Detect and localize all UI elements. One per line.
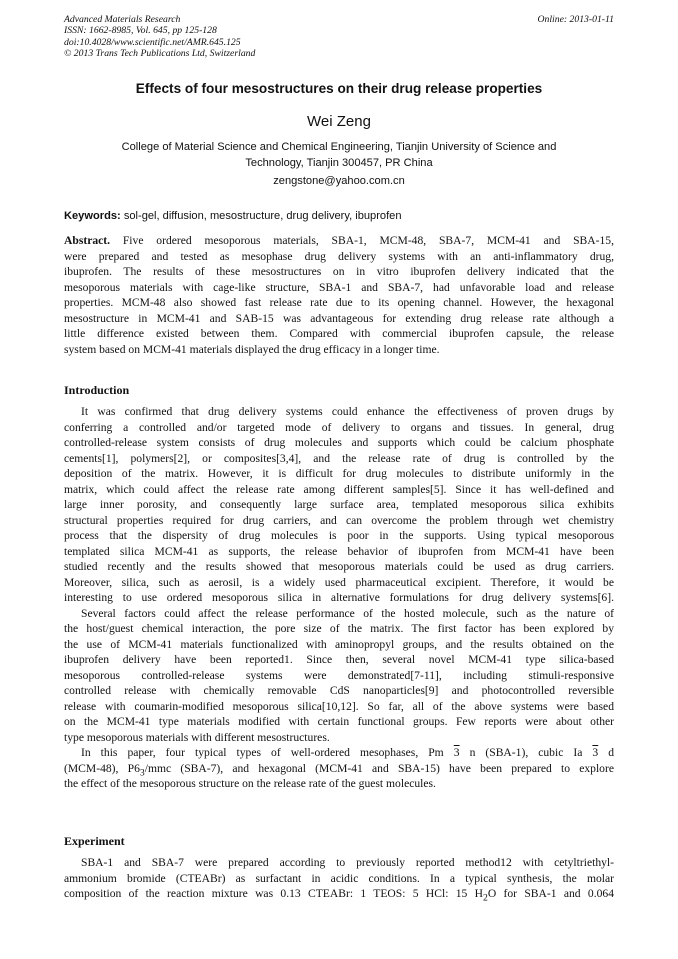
- author-email: zengstone@yahoo.com.cn: [273, 175, 405, 187]
- affiliation-line-1: College of Material Science and Chemical Engineering, Tianjin University of Science and: [121, 141, 557, 153]
- overbar-symbol: 3: [592, 746, 599, 759]
- subscript: 3: [139, 766, 145, 778]
- affiliation: [90, 139, 588, 171]
- introduction-body: [64, 404, 614, 792]
- experiment-heading: Experiment: [64, 834, 125, 848]
- abstract-line: properties. MCM-48 also showed fast release rate due to its opening channel. However, the hexagonal: [64, 296, 614, 309]
- online-date: Online: 2013-01-11: [537, 14, 614, 25]
- abstract-line: little difference existed between them. Compared with commercial ibuprofen capsule, the release: [64, 327, 614, 340]
- paragraph-line: mesoporous controlled-release systems were demonstrated[7-11], including stimuli-responsive: [64, 668, 614, 682]
- doi-line: doi:10.4028/www.scientific.net/AMR.645.125: [64, 36, 241, 48]
- keywords: [64, 210, 614, 222]
- paragraph-line: It was confirmed that drug delivery systems could enhance the effectiveness of proven drugs by: [81, 405, 614, 418]
- paragraph-line: composition of the reaction mixture was 0.13 CTEABr: 1 TEOS: 5 HCl: 15 $H_2O$ for SBA-1 and 0.064: [64, 887, 614, 904]
- abstract-line: were prepared and tested as mesophase drug delivery systems with an anti-inflammatory drug,: [64, 249, 614, 263]
- paragraph-line: structural properties required for drug carriers, and can overcome the problem through wet chemistry: [64, 513, 614, 527]
- paragraph-line: cements[1], polymers[2], or composites[3,4], and the release rate of drug is controlled by the: [64, 451, 614, 465]
- introduction-heading: Introduction: [64, 383, 130, 397]
- journal-name: Advanced Materials Research: [64, 14, 181, 25]
- paragraph-line: Moreover, silica, such as aerosil, is a widely used pharmaceutical excipient. Therefore, it would be: [64, 575, 614, 589]
- issn-line: ISSN: 1662-8985, Vol. 645, pp 125-128: [64, 25, 217, 37]
- abstract-label: Abstract.: [64, 234, 111, 247]
- paragraph-line: controlled-release system consists of drug molecules and supports which could be calcium phosphate: [64, 436, 614, 449]
- paragraph-line: the effect of the mesoporous structure on the release rate of the guest molecules.: [64, 777, 436, 790]
- paragraph-line: templated silica MCM-41 as supports, the release behavior of ibuprofen from MCM-41 have been: [64, 544, 614, 558]
- copyright-line: © 2013 Trans Tech Publications Ltd, Switzerland: [64, 48, 256, 60]
- paragraph-line: ibuprofen delivery have been reported1. Since then, several novel MCM-41 type silica-based: [64, 653, 614, 666]
- paragraph-line: on the MCM-41 type materials modified with certain functional groups. Few reports were about other: [64, 715, 614, 728]
- abstract-line: system based on MCM-41 materials displayed the drug efficacy in a longer time.: [64, 342, 440, 356]
- paragraph-line: Several factors could affect the release performance of the hosted molecule, such as the nature of: [81, 606, 614, 620]
- paragraph-line: deposition of the matrix. However, it is difficult for drug molecules to distribute uniformly in the: [64, 467, 614, 480]
- paragraph-line: SBA-1 and SBA-7 were prepared according to previously reported method12 with cetyltriethyl-: [81, 856, 614, 869]
- paragraph-line: large inner porosity, and consequently large surface area, templated mesoporous silica exhibits: [64, 498, 614, 511]
- overbar-symbol: 3: [453, 746, 460, 759]
- paragraph-line: controlled release with chemically removable CdS nanoparticles[9] and photocontrolled reversible: [64, 684, 614, 697]
- keywords-text: sol-gel, diffusion, mesostructure, drug delivery, ibuprofen: [123, 210, 402, 222]
- paragraph-line: process that the dispersity of drug molecules is poor in the supports. Using typical mesoporous: [64, 529, 614, 542]
- affiliation-line-2: Technology, Tianjin 300457, PR China: [245, 157, 433, 169]
- paragraph-line: In this paper, four typical types of well-ordered mesophases, Pm 3 n (SBA-1), cubic Ia 3 d: [81, 746, 615, 759]
- paragraph-line: ammonium bromide (CTEABr) as surfactant in acidic conditions. In a typical synthesis, the molar: [64, 871, 614, 885]
- paragraph-line: the use of MCM-41 materials functionalized with aminopropyl groups, and the results obtained on the: [64, 637, 614, 651]
- abstract: [64, 233, 614, 357]
- paragraph-line: studied recently and the results showed that mesoporous materials could be used as drug carriers.: [64, 560, 614, 573]
- paper-title: Effects of four mesostructures on their drug release properties: [135, 81, 543, 96]
- paragraph-line: release with coumarin-modified mesoporous silica[10,12]. So far, all of the above systems were based: [64, 699, 614, 713]
- abstract-line: ibuprofen. The results of these mesostructures on in vitro ibuprofen delivery indicated that the: [64, 265, 614, 278]
- paragraph-line: the host/guest chemical interaction, the pore size of the matrix. The first factor has been explored by: [64, 622, 614, 635]
- author-name: Wei Zeng: [307, 113, 371, 130]
- paragraph-line: type mesoporous materials with different mesostructures.: [64, 730, 330, 744]
- paragraph-line: interesting to use ordered mesoporous silica in alternative formulations for drug delivery systems[6].: [64, 591, 614, 604]
- abstract-line: mesostructure in MCM-41 and SAB-15 was advantageous for extending drug release rate although a: [64, 311, 614, 325]
- experiment-body: [64, 855, 614, 902]
- abstract-line: Abstract. Five ordered mesoporous materials, SBA-1, MCM-48, SBA-7, MCM-41 and SBA-15,: [64, 234, 614, 247]
- paragraph-line: matrix, which could affect the release rate among different samples[5]. Since it has well-defined and: [64, 482, 614, 496]
- keywords-label: Keywords:: [64, 210, 121, 222]
- journal-header: [64, 14, 255, 60]
- subscript: 2: [483, 892, 488, 904]
- paragraph-line: (MCM-48), $P6_3$/mmc (SBA-7), and hexagonal (MCM-41 and SBA-15) have been prepared to explore: [64, 761, 614, 778]
- paragraph-line: conferring a controlled and/or targeted mode of delivery to organs and tissues. In general, drug: [64, 420, 614, 434]
- abstract-line: mesoporous materials with cage-like structure, SBA-1 and SBA-7, had unfavorable load and release: [64, 280, 614, 294]
